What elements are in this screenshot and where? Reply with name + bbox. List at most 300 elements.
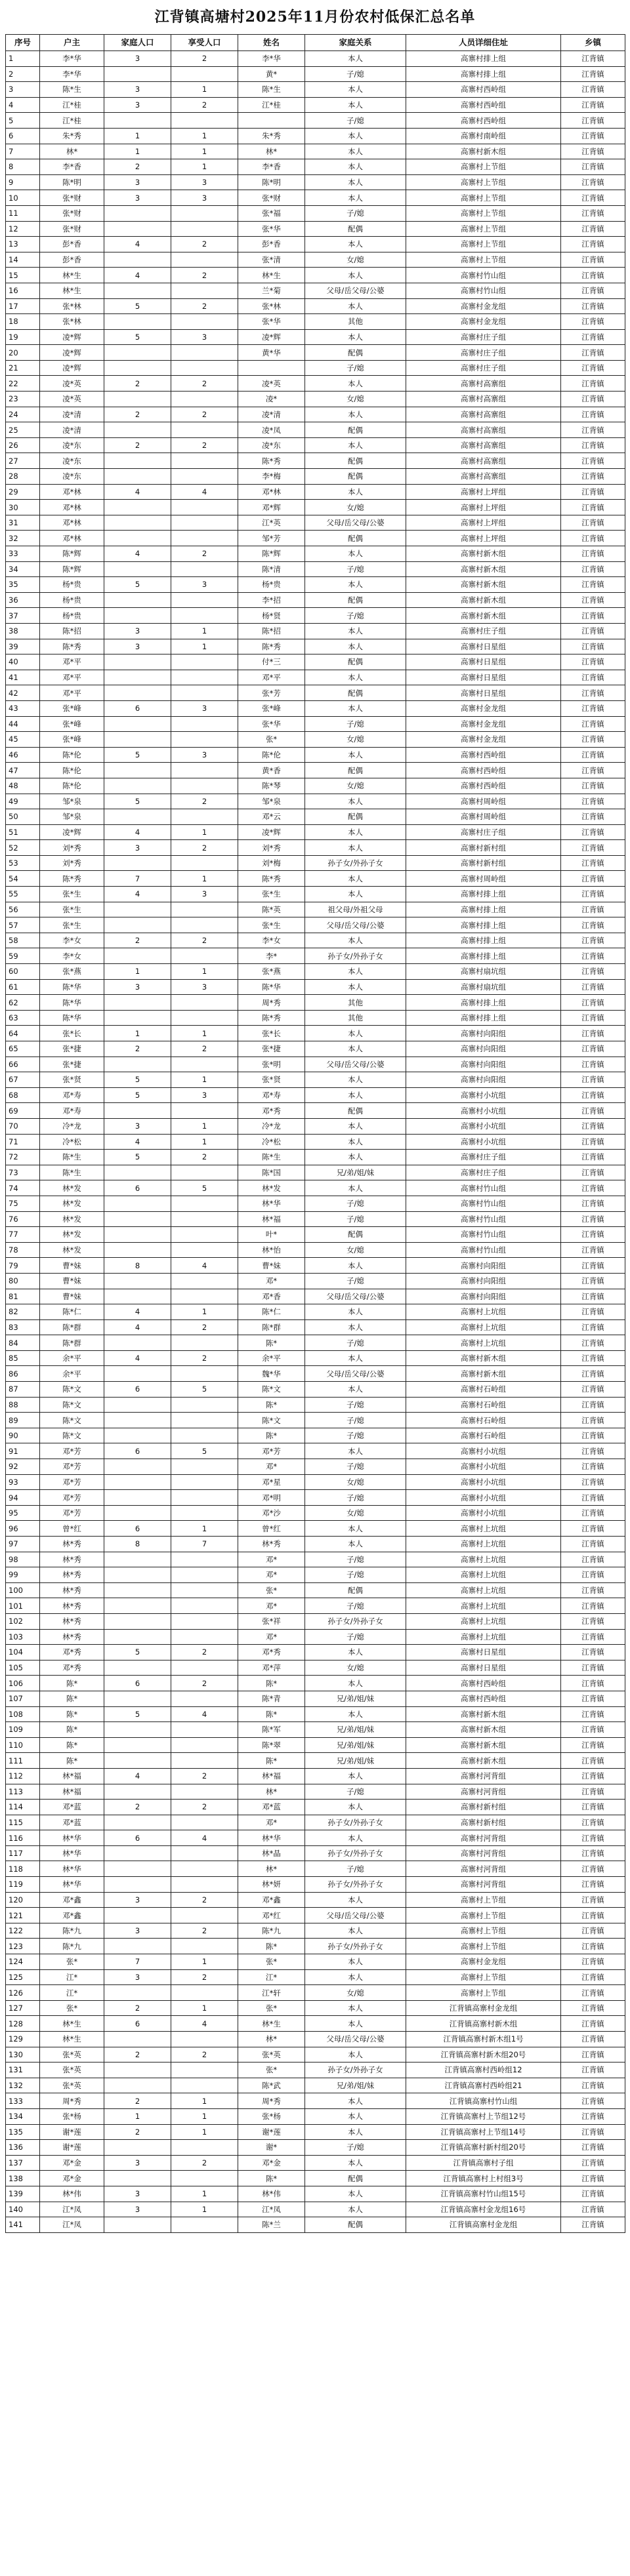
table-cell	[104, 1722, 171, 1738]
table-cell: 本人	[305, 2155, 406, 2171]
table-cell	[104, 1196, 171, 1211]
table-cell: 5	[104, 298, 171, 314]
table-cell: 23	[6, 392, 40, 407]
table-cell: 邓*明	[238, 1490, 305, 1506]
table-cell: 配偶	[305, 763, 406, 778]
table-cell: 冷*龙	[40, 1118, 104, 1134]
table-cell: 高寨村竹山组	[406, 1227, 561, 1243]
table-cell: 张*杨	[238, 2108, 305, 2124]
table-cell: 高寨村小坑组	[406, 1087, 561, 1103]
table-cell: 高寨村石岭组	[406, 1413, 561, 1428]
table-cell	[104, 345, 171, 361]
table-cell: 林*妍	[238, 1877, 305, 1893]
table-cell: 高寨村排上组	[406, 902, 561, 917]
table-cell	[104, 283, 171, 298]
table-cell: 邓*蓝	[40, 1800, 104, 1815]
table-cell: 陈*招	[40, 623, 104, 639]
table-cell: 33	[6, 546, 40, 562]
table-cell	[171, 1490, 238, 1506]
table-row	[6, 2202, 625, 2217]
table-row	[6, 1490, 625, 1506]
table-cell	[104, 1567, 171, 1583]
table-cell: 本人	[305, 670, 406, 685]
table-cell: 92	[6, 1459, 40, 1475]
table-cell: 祖父母/外祖父母	[305, 902, 406, 917]
table-cell: 陈*武	[238, 2078, 305, 2093]
table-cell: 李*华	[238, 51, 305, 67]
table-cell	[104, 1691, 171, 1706]
table-cell: 张*长	[40, 1026, 104, 1041]
table-row	[6, 1057, 625, 1072]
table-cell: 5	[104, 1150, 171, 1165]
table-cell: 子/媳	[305, 205, 406, 221]
table-cell: 林*福	[238, 1768, 305, 1784]
table-cell: 张*生	[238, 887, 305, 902]
table-cell: 104	[6, 1645, 40, 1660]
table-cell: 江背镇	[561, 1227, 625, 1243]
table-cell: 其他	[305, 314, 406, 330]
table-cell: 77	[6, 1227, 40, 1243]
table-cell: 江*凤	[40, 2202, 104, 2217]
table-cell: 2	[171, 1969, 238, 1985]
table-cell: 1	[171, 639, 238, 654]
table-cell	[171, 66, 238, 82]
table-cell: 38	[6, 623, 40, 639]
table-cell	[104, 1629, 171, 1645]
table-cell: 江背镇	[561, 1490, 625, 1506]
table-row	[6, 2124, 625, 2140]
table-cell: 江背镇	[561, 1242, 625, 1258]
table-cell: 陈*招	[238, 623, 305, 639]
table-cell: 陈*生	[238, 1150, 305, 1165]
table-cell: 2	[171, 1041, 238, 1057]
table-cell: 江背镇	[561, 887, 625, 902]
table-cell: 李*招	[238, 592, 305, 608]
table-cell: 陈*	[40, 1676, 104, 1691]
table-cell: 3	[171, 700, 238, 716]
table-cell: 子/媳	[305, 1629, 406, 1645]
table-cell: 49	[6, 794, 40, 809]
table-cell	[171, 1908, 238, 1923]
table-row	[6, 1800, 625, 1815]
table-cell: 2	[171, 1768, 238, 1784]
table-row	[6, 1413, 625, 1428]
table-cell: 江背镇	[561, 1969, 625, 1985]
table-row	[6, 1350, 625, 1366]
table-cell: 林*秀	[40, 1629, 104, 1645]
table-cell: 邓*	[238, 1273, 305, 1289]
table-cell: 江背镇	[561, 345, 625, 361]
table-cell: 3	[171, 174, 238, 190]
table-cell	[171, 1474, 238, 1490]
table-cell	[104, 1660, 171, 1676]
table-row	[6, 1923, 625, 1939]
table-cell: 107	[6, 1691, 40, 1706]
table-cell: 邓*平	[238, 670, 305, 685]
table-cell: 江背镇	[561, 1582, 625, 1598]
table-cell: 江背镇	[561, 1800, 625, 1815]
table-cell: 37	[6, 608, 40, 624]
table-cell: 配偶	[305, 1582, 406, 1598]
table-cell: 高寨村竹山组	[406, 1196, 561, 1211]
table-cell: 高寨村上节组	[406, 205, 561, 221]
table-cell: 张*杨	[40, 2108, 104, 2124]
table-cell: 陈*	[238, 1939, 305, 1954]
table-cell: 2	[104, 376, 171, 392]
table-cell: 张*英	[40, 2047, 104, 2063]
table-cell: 江背镇	[561, 2063, 625, 2078]
table-cell: 邓*林	[40, 531, 104, 546]
table-row	[6, 1196, 625, 1211]
table-row	[6, 1273, 625, 1289]
table-cell: 11	[6, 205, 40, 221]
table-cell	[104, 1861, 171, 1877]
table-cell: 高寨村西岭组	[406, 1676, 561, 1691]
table-cell: 江*	[238, 1969, 305, 1985]
table-cell: 邓*芳	[40, 1459, 104, 1475]
table-row	[6, 933, 625, 948]
table-cell: 4	[171, 1706, 238, 1722]
table-cell: 7	[171, 1537, 238, 1552]
table-cell	[104, 1335, 171, 1351]
table-cell: 邓*	[238, 1459, 305, 1475]
table-cell: 2	[171, 1319, 238, 1335]
table-cell: 父母/岳父母/公婆	[305, 515, 406, 531]
table-cell: 江背镇	[561, 1211, 625, 1227]
table-cell: 本人	[305, 1150, 406, 1165]
table-cell	[171, 345, 238, 361]
table-cell: 28	[6, 469, 40, 485]
table-cell: 4	[104, 1768, 171, 1784]
table-cell: 陈*秀	[238, 453, 305, 469]
table-cell: 高寨村新木组	[406, 1722, 561, 1738]
table-cell: 2	[104, 407, 171, 422]
table-cell: 53	[6, 855, 40, 871]
table-cell: 江背镇	[561, 1892, 625, 1908]
table-cell: 高寨村西岭组	[406, 1691, 561, 1706]
table-cell: 江背镇	[561, 1691, 625, 1706]
table-cell: 江背镇	[561, 1428, 625, 1443]
table-row	[6, 1026, 625, 1041]
table-cell: 江背镇	[561, 298, 625, 314]
table-cell: 13	[6, 237, 40, 252]
table-cell: 3	[171, 887, 238, 902]
table-cell: 高寨村日星组	[406, 670, 561, 685]
table-cell: 120	[6, 1892, 40, 1908]
table-cell: 陈*生	[40, 1150, 104, 1165]
table-cell: 陈*	[40, 1691, 104, 1706]
table-cell: 杨*贤	[238, 608, 305, 624]
table-cell: 高寨村上节组	[406, 237, 561, 252]
table-cell: 张*	[40, 2000, 104, 2016]
table-row	[6, 763, 625, 778]
table-cell	[104, 732, 171, 748]
table-row	[6, 1242, 625, 1258]
table-cell: 1	[171, 824, 238, 840]
table-cell	[104, 531, 171, 546]
table-cell: 1	[104, 964, 171, 980]
table-cell: 2	[171, 1800, 238, 1815]
table-cell: 女/媳	[305, 500, 406, 515]
table-cell	[104, 2217, 171, 2233]
table-cell: 95	[6, 1505, 40, 1521]
table-cell: 江背镇	[561, 871, 625, 887]
table-row	[6, 1892, 625, 1908]
table-cell: 高寨村排上组	[406, 1010, 561, 1026]
table-cell: 59	[6, 948, 40, 964]
table-cell	[238, 113, 305, 129]
table-cell: 邓*秀	[238, 1103, 305, 1119]
table-cell: 高寨村上坑组	[406, 1521, 561, 1537]
table-cell: 邓*红	[238, 1908, 305, 1923]
table-row	[6, 531, 625, 546]
table-cell: 江背镇	[561, 1289, 625, 1304]
table-cell: 高寨村周岭组	[406, 794, 561, 809]
table-cell: 5	[104, 794, 171, 809]
table-cell: 子/媳	[305, 1397, 406, 1413]
table-cell	[171, 1227, 238, 1243]
table-cell: 本人	[305, 237, 406, 252]
table-cell	[104, 1289, 171, 1304]
table-cell	[171, 670, 238, 685]
table-cell: 邓*蓝	[238, 1800, 305, 1815]
table-row	[6, 809, 625, 825]
table-cell: 4	[104, 546, 171, 562]
table-cell: 3	[104, 1969, 171, 1985]
table-row	[6, 608, 625, 624]
table-cell	[104, 1273, 171, 1289]
table-cell: 3	[104, 190, 171, 206]
table-cell: 8	[104, 1258, 171, 1274]
table-cell: 李*华	[40, 51, 104, 67]
column-header: 家庭人口	[104, 35, 171, 51]
table-cell: 江背镇	[561, 1598, 625, 1614]
table-cell: 江背镇	[561, 2217, 625, 2233]
table-cell: 江背镇高寨村上村组3号	[406, 2171, 561, 2186]
table-cell: 31	[6, 515, 40, 531]
table-cell: 本人	[305, 1645, 406, 1660]
table-cell: 本人	[305, 964, 406, 980]
table-cell: 江背镇	[561, 979, 625, 995]
table-cell: 本人	[305, 174, 406, 190]
table-cell: 4	[104, 268, 171, 283]
table-cell: 陈*伦	[238, 747, 305, 763]
table-cell: 高寨村向阳组	[406, 1289, 561, 1304]
table-cell	[104, 1753, 171, 1769]
table-cell	[104, 685, 171, 701]
table-cell: 孙子女/外孙子女	[305, 1613, 406, 1629]
table-cell: 本人	[305, 1041, 406, 1057]
table-cell	[171, 205, 238, 221]
table-cell	[104, 948, 171, 964]
table-cell: 65	[6, 1041, 40, 1057]
table-cell: 高寨村上节组	[406, 174, 561, 190]
table-cell	[104, 809, 171, 825]
table-cell: 张*	[40, 1954, 104, 1970]
table-cell: 114	[6, 1800, 40, 1815]
table-cell: 配偶	[305, 685, 406, 701]
table-cell: 陈*	[238, 1428, 305, 1443]
table-cell: 高寨村庄子组	[406, 1165, 561, 1180]
table-cell: 陈*	[238, 1706, 305, 1722]
table-row	[6, 979, 625, 995]
table-cell: 高寨村竹山组	[406, 1180, 561, 1196]
table-cell: 2	[171, 1923, 238, 1939]
table-cell: 子/媳	[305, 113, 406, 129]
table-cell: 张*贤	[238, 1072, 305, 1088]
table-row	[6, 2078, 625, 2093]
table-cell	[171, 732, 238, 748]
table-cell: 108	[6, 1706, 40, 1722]
table-cell: 3	[104, 1892, 171, 1908]
table-cell	[104, 1985, 171, 2001]
table-cell: 江背镇	[561, 221, 625, 237]
table-cell: 4	[171, 484, 238, 500]
table-row	[6, 1706, 625, 1722]
table-cell	[171, 2140, 238, 2156]
table-cell: 高寨村河背组	[406, 1861, 561, 1877]
table-cell: 江背镇	[561, 1026, 625, 1041]
table-cell: 江背镇高寨村子组	[406, 2155, 561, 2171]
table-cell: 彭*香	[238, 237, 305, 252]
table-cell: 6	[104, 1676, 171, 1691]
table-cell: 凌*辉	[238, 329, 305, 345]
table-cell: 李*香	[238, 159, 305, 175]
table-cell: 张*	[238, 2000, 305, 2016]
table-cell: 江背镇	[561, 1258, 625, 1274]
table-cell	[171, 1366, 238, 1382]
table-row	[6, 1861, 625, 1877]
table-cell: 本人	[305, 298, 406, 314]
table-cell: 彭*香	[40, 252, 104, 268]
table-cell: 林*	[238, 1784, 305, 1800]
table-cell: 高寨村高寨组	[406, 407, 561, 422]
table-row	[6, 577, 625, 593]
table-cell: 6	[104, 1382, 171, 1398]
table-cell: 江背镇	[561, 97, 625, 113]
table-cell: 江背镇	[561, 1010, 625, 1026]
table-cell: 高寨村庄子组	[406, 1150, 561, 1165]
table-cell	[104, 1784, 171, 1800]
table-cell: 91	[6, 1443, 40, 1459]
table-cell: 江背镇	[561, 1165, 625, 1180]
table-cell: 张*财	[40, 190, 104, 206]
table-cell: 张*林	[40, 314, 104, 330]
table-cell: 陈*仁	[238, 1304, 305, 1320]
table-cell: 林*生	[238, 2016, 305, 2032]
table-cell: 本人	[305, 1768, 406, 1784]
table-cell: 5	[104, 1087, 171, 1103]
table-cell: 江背镇	[561, 964, 625, 980]
table-cell: 江背镇	[561, 732, 625, 748]
table-row	[6, 1180, 625, 1196]
table-row	[6, 1676, 625, 1691]
table-cell: 42	[6, 685, 40, 701]
table-cell: 陈*生	[40, 82, 104, 98]
table-cell: 陈*群	[238, 1319, 305, 1335]
table-cell: 高寨村上节组	[406, 1985, 561, 2001]
table-cell	[171, 1289, 238, 1304]
table-cell: 子/媳	[305, 608, 406, 624]
table-cell: 孙子女/外孙子女	[305, 2063, 406, 2078]
table-cell	[104, 608, 171, 624]
table-cell: 19	[6, 329, 40, 345]
table-cell: 江背镇高寨村西岭组12	[406, 2063, 561, 2078]
table-cell: 本人	[305, 1180, 406, 1196]
table-cell	[104, 1598, 171, 1614]
table-cell: 杨*贵	[238, 577, 305, 593]
table-cell: 林*秀	[40, 1552, 104, 1567]
table-row	[6, 190, 625, 206]
table-cell: 林*发	[40, 1227, 104, 1243]
table-cell: 高寨村河背组	[406, 1830, 561, 1846]
table-cell: 邓*芳	[40, 1505, 104, 1521]
table-cell: 高寨村高寨组	[406, 469, 561, 485]
table-cell: 5	[104, 329, 171, 345]
table-cell: 凌*	[238, 392, 305, 407]
table-cell: 江背镇	[561, 2000, 625, 2016]
table-cell: 高寨村上节组	[406, 1892, 561, 1908]
table-cell: 谢*莲	[238, 2124, 305, 2140]
column-header: 人员详细住址	[406, 35, 561, 51]
table-row	[6, 887, 625, 902]
table-cell: 高寨村小坑组	[406, 1103, 561, 1119]
table-cell: 江背镇	[561, 2093, 625, 2109]
table-cell: 凌*辉	[40, 824, 104, 840]
table-cell: 曹*妹	[40, 1258, 104, 1274]
table-cell	[171, 716, 238, 732]
table-cell: 冷*松	[40, 1134, 104, 1150]
table-cell: 高寨村庄子组	[406, 329, 561, 345]
table-cell: 94	[6, 1490, 40, 1506]
table-cell: 8	[6, 159, 40, 175]
table-cell: 江背镇高寨村新木组20号	[406, 2047, 561, 2063]
table-row	[6, 871, 625, 887]
table-cell: 黄*	[238, 66, 305, 82]
table-cell: 陈*秀	[40, 639, 104, 654]
table-row	[6, 1613, 625, 1629]
column-header: 序号	[6, 35, 40, 51]
table-cell: 邓*秀	[40, 1660, 104, 1676]
table-cell: 高寨村金龙组	[406, 298, 561, 314]
table-row	[6, 2016, 625, 2032]
table-cell: 凌*东	[40, 469, 104, 485]
table-cell: 江背镇高寨村金龙组	[406, 2217, 561, 2233]
table-row	[6, 174, 625, 190]
table-cell: 女/媳	[305, 1474, 406, 1490]
table-cell: 5	[104, 577, 171, 593]
table-cell: 高寨村上坑组	[406, 1335, 561, 1351]
table-cell: 高寨村上坑组	[406, 1319, 561, 1335]
table-row	[6, 1645, 625, 1660]
table-cell: 张*祥	[238, 1613, 305, 1629]
table-cell: 47	[6, 763, 40, 778]
table-cell	[171, 1413, 238, 1428]
table-cell	[104, 66, 171, 82]
table-cell: 陈*秀	[238, 871, 305, 887]
table-cell: 2	[171, 237, 238, 252]
table-cell: 陈*英	[238, 902, 305, 917]
table-cell: 张*	[238, 2063, 305, 2078]
table-cell: 邓*星	[238, 1474, 305, 1490]
table-cell	[171, 902, 238, 917]
table-cell: 兄/弟/姐/妹	[305, 1165, 406, 1180]
table-row	[6, 113, 625, 129]
table-cell: 张*捷	[40, 1041, 104, 1057]
table-cell	[171, 561, 238, 577]
table-cell: 115	[6, 1815, 40, 1830]
table-cell: 陈*	[238, 1676, 305, 1691]
